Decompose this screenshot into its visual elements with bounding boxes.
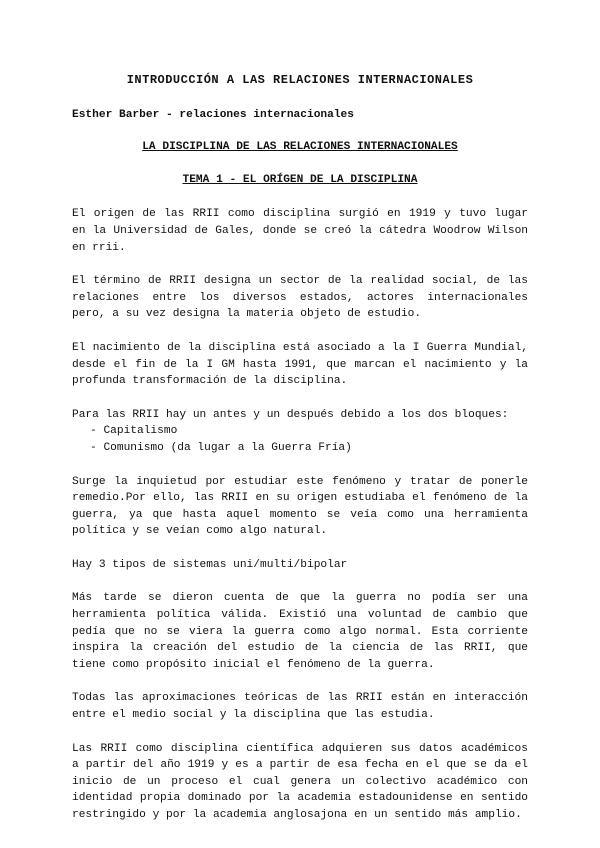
bullet-list: [90, 423, 528, 456]
bullet-item: - Comunismo (da lugar a la Guerra Fría): [90, 440, 528, 457]
paragraph: El nacimiento de la disciplina está asociado a la I Guerra Mundial, desde el fin de la I GM hasta 1991, que marcan el nacimiento y la profunda transformación de la disciplina.: [72, 341, 528, 388]
document-title: INTRODUCCIÓN A LAS RELACIONES INTERNACIONALES: [126, 73, 474, 87]
section-title: LA DISCIPLINA DE LAS RELACIONES INTERNACIONALES: [142, 141, 458, 154]
paragraph: Las RRII como disciplina científica adquieren sus datos académicos a partir del año 1919 y es a partir de esa fecha en el que se da el inicio de un proceso el cual genera un colectivo académico con identidad propia dominado por la academia estadounidense en sentido restringido y por la academia anglosajona en un sentido más amplio.: [72, 742, 528, 821]
author-line: Esther Barber - relaciones internacionales: [72, 108, 354, 121]
paragraph: El término de RRII designa un sector de la realidad social, de las relaciones entre los diversos estados, actores internacionales pero, a su vez designa la materia objeto de estudio.: [72, 275, 528, 321]
paragraph: Hay 3 tipos de sistemas uni/multi/bipolar: [72, 558, 348, 571]
paragraph: Más tarde se dieron cuenta de que la guerra no podía ser una herramienta política válida. Existió una voluntad de cambio que pedía que no se viera la guerra como algo normal. Esta corriente inspira la creación del estudio de la ciencia de las RRII, que tiene como propósito inicial el fenómeno de la guerra.: [72, 592, 528, 671]
paragraph: Surge la inquietud por estudiar este fenómeno y tratar de ponerle remedio.Por ello, las RRII en su origen estudiaba el fenómeno de la guerra, ya que hasta aquel momento se veía como una herramienta política y se veían como algo natural.: [72, 475, 528, 538]
paragraph: El origen de las RRII como disciplina surgió en 1919 y tuvo lugar en la Universidad de Gales, donde se creó la cátedra Woodrow Wilson en rrii.: [72, 208, 528, 254]
paragraph: Todas las aproximaciones teóricas de las RRII están en interacción entre el medio social y la disciplina que las estudia.: [72, 692, 528, 722]
paragraph: Para las RRII hay un antes y un después debido a los dos bloques:: [72, 408, 509, 421]
bullet-item: - Capitalismo: [90, 423, 528, 440]
topic-title: TEMA 1 - EL ORÍGEN DE LA DISCIPLINA: [182, 173, 418, 186]
